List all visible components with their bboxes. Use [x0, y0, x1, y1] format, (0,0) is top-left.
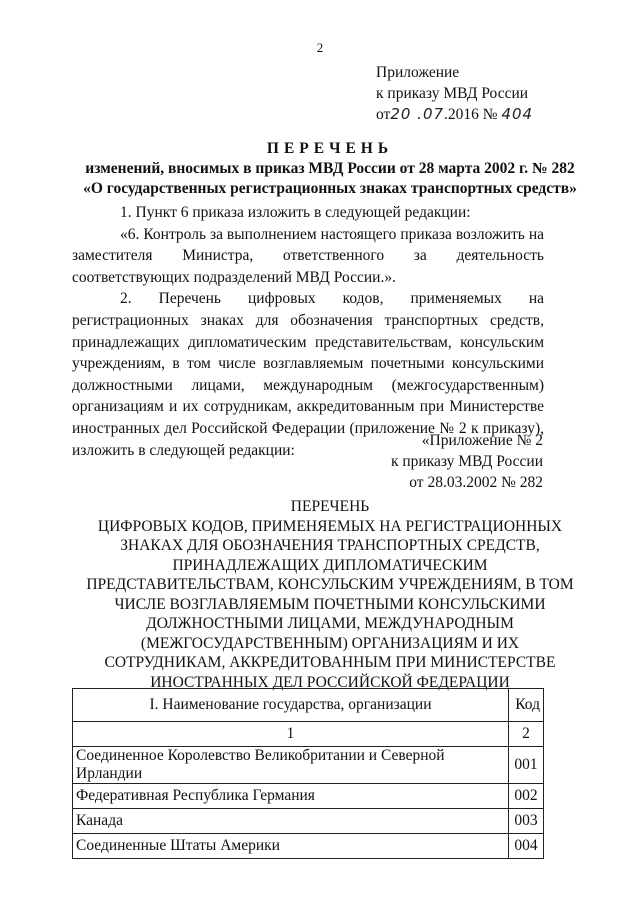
column-number-1: 1 — [73, 722, 509, 747]
list-title-line: ЗНАКАХ ДЛЯ ОБОЗНАЧЕНИЯ ТРАНСПОРТНЫХ СРЕДСТВ, — [120, 537, 540, 554]
row-code: 001 — [509, 747, 544, 784]
appendix-2-date: от 28.03.2002 № 282 — [409, 474, 543, 491]
table-header-row — [73, 689, 544, 722]
row-name: Канада — [73, 809, 509, 834]
header-code: Код — [509, 689, 544, 722]
date-prefix: от — [376, 106, 391, 123]
appendix-header — [376, 62, 533, 125]
appendix-2-header — [391, 430, 543, 493]
column-number-2: 2 — [509, 722, 544, 747]
page-number: 2 — [316, 40, 324, 55]
header-name: I. Наименование государства, организации — [73, 689, 509, 722]
list-title — [60, 497, 600, 692]
table-row — [73, 834, 544, 859]
appendix-label: Приложение — [376, 64, 460, 81]
list-title-line: ЦИФРОВЫХ КОДОВ, ПРИМЕНЯЕМЫХ НА РЕГИСТРАЦИОННЫХ — [97, 517, 563, 535]
list-title-line: СОТРУДНИКАМ, АККРЕДИТОВАННЫМ ПРИ МИНИСТЕРСТВЕ — [104, 654, 556, 671]
codes-table — [72, 688, 544, 859]
appendix-date-line — [376, 104, 533, 125]
row-code: 002 — [509, 784, 544, 809]
row-name: Соединенное Королевство Великобритании и Северной Ирландии — [73, 747, 509, 784]
title-heading: ПЕРЕЧЕНЬ — [266, 140, 394, 157]
paragraph-3: 2. Перечень цифровых кодов, применяемых на регистрационных знаках для обозначения транспортных средств, принадлежащих дипломатическим представительствам, консульским учреждениям, в том числе возглавляемым почетными консульскими должностными лицами, международным (межгосударственным) организациям и их сотрудникам, аккредитованным при Министерстве иностранных дел Российской Федерации (приложение № 2 к приказу), изложить в следующей редакции: — [72, 290, 544, 459]
table-row — [73, 809, 544, 834]
appendix-2-order-ref: к приказу МВД России — [390, 453, 543, 470]
table-row — [73, 747, 544, 784]
paragraph-1: 1. Пункт 6 приказа изложить в следующей редакции: — [120, 204, 471, 221]
row-code: 003 — [509, 809, 544, 834]
date-year: .2016 № — [444, 106, 498, 123]
list-title-line: ЧИСЛЕ ВОЗГЛАВЛЯЕМЫМ ПОЧЕТНЫМИ КОНСУЛЬСКИМИ — [114, 595, 546, 613]
document-title — [60, 139, 600, 199]
appendix-order-ref: к приказу МВД России — [376, 85, 529, 102]
list-title-line: ПЕРЕЧЕНЬ — [290, 498, 370, 515]
table-column-numbers-row — [73, 722, 544, 747]
list-title-line: ПРИНАДЛЕЖАЩИХ ДИПЛОМАТИЧЕСКИМ — [172, 556, 488, 574]
table-row — [73, 784, 544, 809]
list-title-line: ИНОСТРАННЫХ ДЕЛ РОССИЙСКОЙ ФЕДЕРАЦИИ — [150, 673, 510, 691]
list-title-line: ДОЛЖНОСТНЫМИ ЛИЦАМИ, МЕЖДУНАРОДНЫМ — [146, 615, 514, 632]
list-title-line: ПРЕДСТАВИТЕЛЬСТВАМ, КОНСУЛЬСКИМ УЧРЕЖДЕНИЯМ, В ТОМ — [86, 576, 574, 593]
row-code: 004 — [509, 834, 544, 859]
handwritten-date: 20 .07 — [390, 105, 445, 123]
paragraph-2: «6. Контроль за выполнением настоящего приказа возложить на заместителя Министра, ответственного за деятельность соответствующих подразделений МВД России.». — [72, 225, 544, 286]
title-line-2: «О государственных регистрационных знаках транспортных средств» — [83, 180, 577, 197]
row-name: Соединенные Штаты Америки — [73, 834, 509, 859]
title-line-1: изменений, вносимых в приказ МВД России от 28 марта 2002 г. № 282 — [85, 160, 575, 177]
list-title-line: (МЕЖГОСУДАРСТВЕННЫМ) ОРГАНИЗАЦИЯМ И ИХ — [140, 634, 520, 652]
document-body — [72, 202, 544, 461]
appendix-2-label: «Приложение № 2 — [421, 432, 543, 449]
row-name: Федеративная Республика Германия — [73, 784, 509, 809]
handwritten-number: 404 — [501, 105, 534, 123]
